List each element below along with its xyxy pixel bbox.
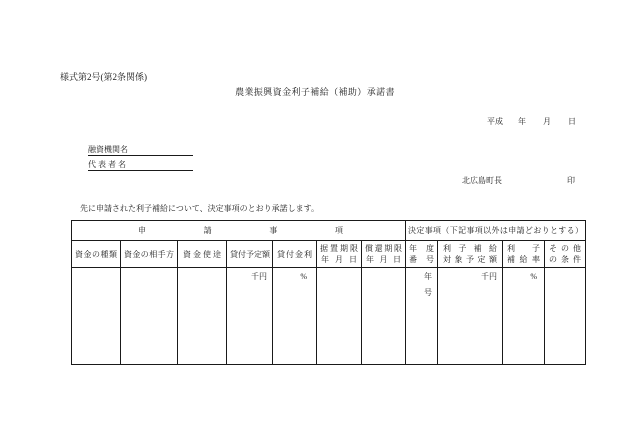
table-row <box>72 268 586 365</box>
date-month: 月 <box>543 117 551 126</box>
header-grace-period: 据置期限 年 月 日 <box>317 241 362 268</box>
document-title: 農業振興資金利子補給（補助）承諾書 <box>235 87 395 97</box>
lender-label: 融資機関名 <box>88 145 128 154</box>
cell-loan-amount[interactable] <box>227 268 273 365</box>
loan-amount-unit: 千円 <box>251 272 267 281</box>
representative-field <box>88 159 193 171</box>
header-subsidy-rate: 利 子 補給率 <box>503 241 545 268</box>
column-header-row <box>72 241 586 268</box>
seal-mark: 印 <box>567 176 575 185</box>
decision-group-header: 決定事項（下記事項以外は申請どおりとする） <box>406 221 586 241</box>
fiscal-year-unit: 年 <box>424 272 432 281</box>
header-fund-use: 資 金 使 途 <box>178 241 227 268</box>
cell-subsidy-target[interactable] <box>438 268 503 365</box>
header-loan-rate: 貸付金利 <box>273 241 317 268</box>
approval-table <box>71 220 586 365</box>
loan-rate-unit: % <box>300 272 307 281</box>
header-loan-amount: 貸付予定額 <box>227 241 273 268</box>
header-fund-type: 資金の種類 <box>72 241 121 268</box>
approval-statement: 先に申請された利子補給について、決定事項のとおり承諾します。 <box>80 204 320 213</box>
cell-borrower[interactable] <box>121 268 178 365</box>
lender-field <box>88 144 193 156</box>
cell-repayment-period[interactable] <box>362 268 406 365</box>
date-day: 日 <box>568 117 576 126</box>
cell-fund-use[interactable] <box>178 268 227 365</box>
application-group-header: 申請事項 <box>72 221 406 241</box>
header-fiscal-year-number: 年 度 番 号 <box>406 241 438 268</box>
form-number: 様式第2号(第2条関係) <box>60 72 147 82</box>
header-subsidy-target: 利 子 補 給 対象予定額 <box>438 241 503 268</box>
header-borrower: 資金の相手方 <box>121 241 178 268</box>
issuer-name: 北広島町長 <box>462 176 502 185</box>
subsidy-rate-unit: % <box>530 272 537 281</box>
cell-grace-period[interactable] <box>317 268 362 365</box>
header-other-conditions: その他 の条件 <box>545 241 586 268</box>
subsidy-target-unit: 千円 <box>481 272 497 281</box>
cell-fund-type[interactable] <box>72 268 121 365</box>
header-repayment-period: 償還期限 年 月 日 <box>362 241 406 268</box>
cell-fiscal-year-number[interactable] <box>406 268 438 365</box>
date-era: 平成 <box>487 117 503 126</box>
number-unit: 号 <box>424 288 432 297</box>
cell-loan-rate[interactable] <box>273 268 317 365</box>
group-header-row <box>72 221 586 241</box>
cell-subsidy-rate[interactable] <box>503 268 545 365</box>
date-year: 年 <box>518 117 526 126</box>
cell-other-conditions[interactable] <box>545 268 586 365</box>
representative-label: 代 表 者 名 <box>88 160 126 169</box>
